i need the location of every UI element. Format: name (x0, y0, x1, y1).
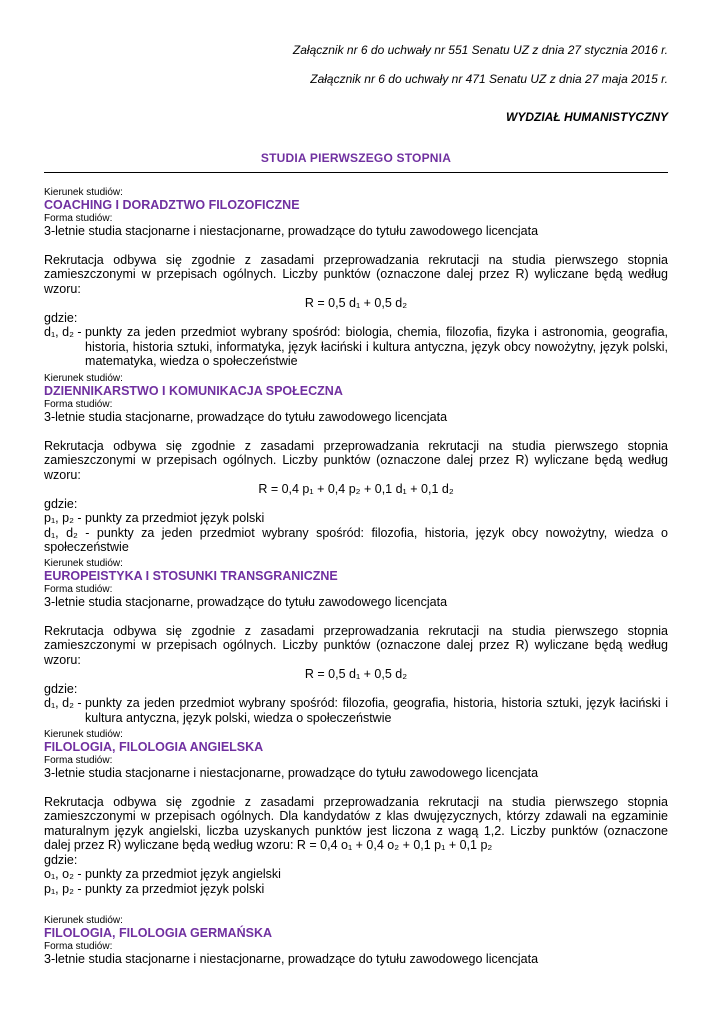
recruitment-text: Rekrutacja odbywa się zgodnie z zasadami przeprowadzania rekrutacji na studia pierwszego stopnia zamieszczonymi w przepisach ogólnych. Liczby punktów (oznaczone dalej przez R) wyliczane będą według wzoru: (44, 252, 668, 296)
program-name: EUROPEISTYKA I STOSUNKI TRANSGRANICZNE (44, 569, 338, 583)
forma-label: Forma studiów: (44, 941, 113, 952)
program-section-coaching (44, 187, 668, 369)
forma-label: Forma studiów: (44, 213, 113, 224)
kierunek-label: Kierunek studiów: (44, 915, 123, 926)
program-form: 3-letnie studia stacjonarne i niestacjonarne, prowadzące do tytułu zawodowego licencjata (44, 224, 539, 238)
forma-label: Forma studiów: (44, 584, 113, 595)
forma-label: Forma studiów: (44, 755, 113, 766)
program-name: FILOLOGIA, FILOLOGIA GERMAŃSKA (44, 926, 272, 940)
recruitment-text: Rekrutacja odbywa się zgodnie z zasadami przeprowadzania rekrutacji na studia pierwszego stopnia zamieszczonymi w przepisach ogólnych. Dla kandydatów z klas dwujęzycznych, którzy zdawali na egzaminie maturalnym język angielski, liczba uzyskanych punktów jest liczona z wagą 1,2. Liczby punktów (oznaczone dalej przez R) wyliczane będą według wzoru: R = 0,4 o₁ + 0,4 o₂ + 0,1 p₁ + 0,1 p₂ (44, 794, 668, 852)
program-name: DZIENNIKARSTWO I KOMUNIKACJA SPOŁECZNA (44, 384, 343, 398)
formula: R = 0,4 p₁ + 0,4 p₂ + 0,1 d₁ + 0,1 d₂ (258, 482, 454, 496)
header-annex-line-1: Załącznik nr 6 do uchwały nr 551 Senatu UZ z dnia 27 stycznia 2016 r. (292, 43, 668, 57)
definition-text: punkty za jeden przedmiot wybrany spośród: filozofia, geografia, historia, historia sztuki, język łaciński i kultura antyczna, język polski, wiedza o społeczeństwie (85, 696, 668, 725)
formula: R = 0,5 d₁ + 0,5 d₂ (304, 667, 408, 681)
program-section-dziennikarstwo (44, 373, 668, 555)
definition-item (44, 325, 668, 369)
forma-label: Forma studiów: (44, 399, 113, 410)
program-form: 3-letnie studia stacjonarne, prowadzące do tytułu zawodowego licencjata (44, 595, 448, 609)
gdzie-label: gdzie: (44, 496, 78, 511)
definition-item: o₁, o₂ - punkty za przedmiot język angielski (44, 867, 281, 881)
definition-item: p₁, p₂ - punkty za przedmiot język polski (44, 881, 265, 896)
program-form: 3-letnie studia stacjonarne i niestacjonarne, prowadzące do tytułu zawodowego licencjata (44, 766, 539, 780)
kierunek-label: Kierunek studiów: (44, 187, 123, 198)
definition-symbol: d₁, d₂ - (44, 325, 86, 339)
definition-symbol: d₁, d₂ - (44, 696, 86, 710)
faculty-title: WYDZIAŁ HUMANISTYCZNY (506, 110, 668, 124)
program-section-europeistyka (44, 558, 668, 725)
definition-item (44, 696, 668, 725)
formula: R = 0,5 d₁ + 0,5 d₂ (304, 296, 408, 310)
kierunek-label: Kierunek studiów: (44, 373, 123, 384)
program-section-filologia-angielska (44, 729, 668, 896)
gdzie-label: gdzie: (44, 681, 78, 696)
gdzie-label: gdzie: (44, 310, 78, 325)
program-section-filologia-germanska (44, 915, 668, 967)
definition-item: d₁, d₂ - punkty za jeden przedmiot wybrany spośród: filozofia, historia, język obcy nowożytny, wiedza o społeczeństwie (44, 525, 668, 554)
divider (44, 172, 668, 173)
definition-text: punkty za jeden przedmiot wybrany spośród: biologia, chemia, filozofia, fizyka i astronomia, geografia, historia, historia sztuki, informatyka, język łaciński i kultura antyczna, język obcy nowożytny, język polski, matematyka, wiedza o społeczeństwie (85, 325, 668, 368)
definition-item: p₁, p₂ - punkty za przedmiot język polski (44, 511, 265, 525)
recruitment-text: Rekrutacja odbywa się zgodnie z zasadami przeprowadzania rekrutacji na studia pierwszego stopnia zamieszczonymi w przepisach ogólnych. Liczby punktów (oznaczone dalej przez R) wyliczane będą według wzoru: (44, 623, 668, 667)
header-annex-line-2: Załącznik nr 6 do uchwały nr 471 Senatu UZ z dnia 27 maja 2015 r. (310, 72, 668, 86)
program-form: 3-letnie studia stacjonarne, prowadzące do tytułu zawodowego licencjata (44, 410, 448, 424)
program-form: 3-letnie studia stacjonarne i niestacjonarne, prowadzące do tytułu zawodowego licencjata (44, 952, 539, 966)
study-level-title: STUDIA PIERWSZEGO STOPNIA (260, 151, 452, 165)
recruitment-text: Rekrutacja odbywa się zgodnie z zasadami przeprowadzania rekrutacji na studia pierwszego stopnia zamieszczonymi w przepisach ogólnych. Liczby punktów (oznaczone dalej przez R) wyliczane będą według wzoru: (44, 438, 668, 482)
program-name: COACHING I DORADZTWO FILOZOFICZNE (44, 198, 300, 212)
program-name: FILOLOGIA, FILOLOGIA ANGIELSKA (44, 740, 264, 754)
kierunek-label: Kierunek studiów: (44, 729, 123, 740)
gdzie-label: gdzie: (44, 852, 78, 867)
kierunek-label: Kierunek studiów: (44, 558, 123, 569)
